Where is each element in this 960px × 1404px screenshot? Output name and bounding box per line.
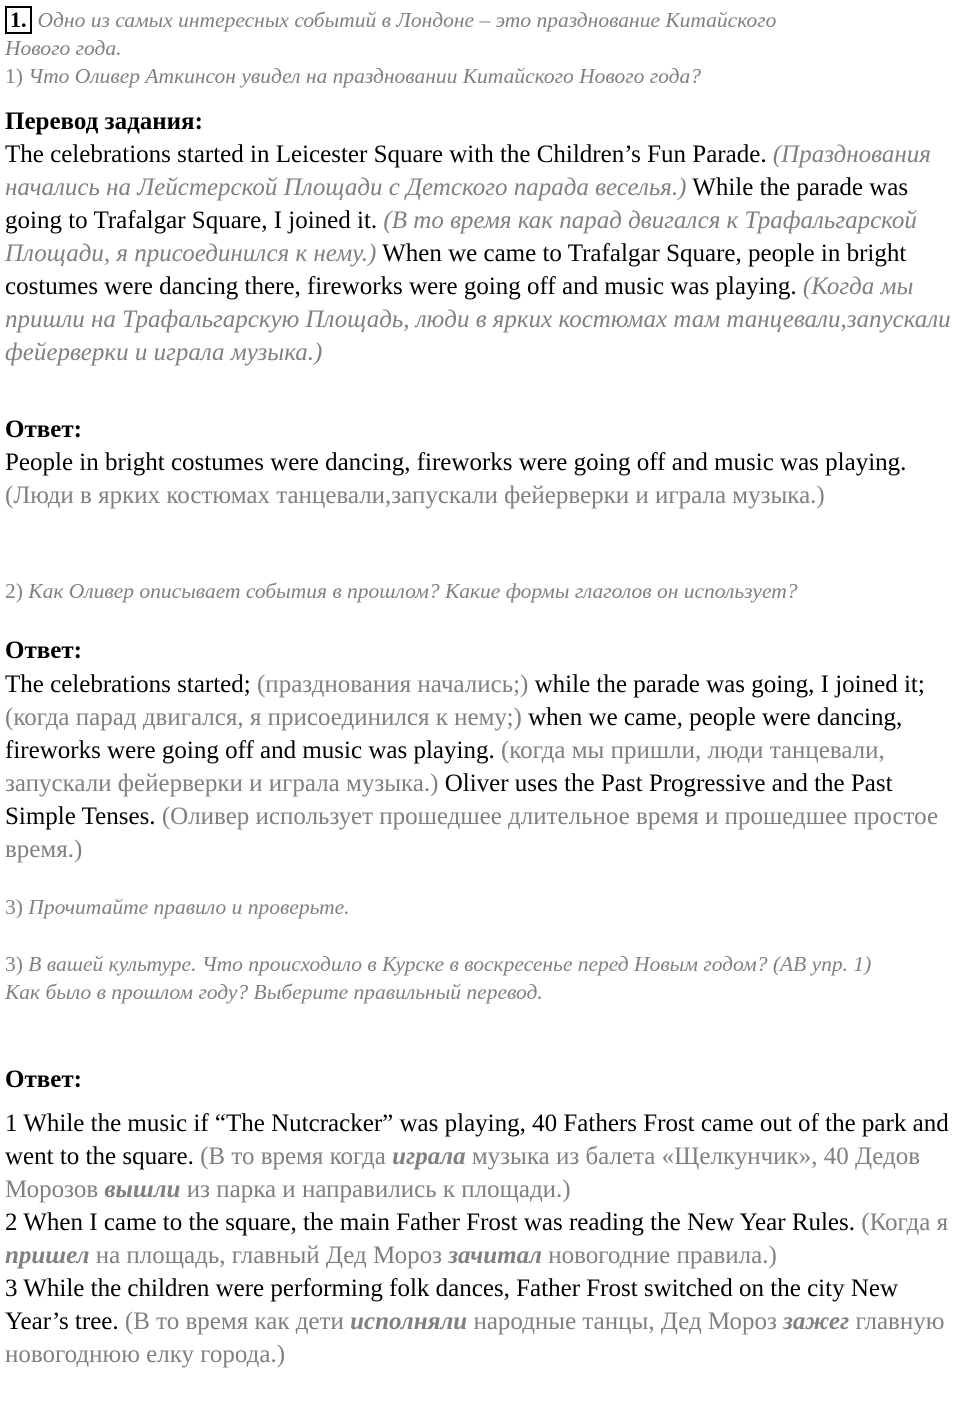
translation-s1-en: The celebrations started in Leicester Square with the Children’s Fun Parade. [5,141,767,168]
task-number-box: 1. [5,6,32,34]
question-3b [5,950,945,1006]
answer-3-item-3-ru-part: главную новогоднюю елку города.) [5,1308,945,1368]
answer-2-p4-ru: (Оливер использует прошедшее длительное время и прошедшее простое время.) [5,803,939,863]
answer-2-p3-ru: (когда мы пришли, люди танцевали, запускали фейерверки и играла музыка.) [5,737,885,797]
answer-3-item-1-verb: играла [392,1143,466,1170]
question-2-number: 2) [5,579,23,603]
task-intro-line1: Одно из самых интересных событий в Лондоне – это празднование Китайского [37,8,777,32]
answer-2-p2-en: while the parade was going, I joined it; [534,671,925,698]
answer-3-item-3-verb: исполняли [350,1308,468,1335]
answer-1-paragraph [5,446,960,512]
question-1-text: Что Оливер Аткинсон увидел на праздновании Китайского Нового года? [28,64,701,88]
answer-3-item-2-en: 2 When I came to the square, the main Father Frost was reading the New Year Rules. [5,1209,856,1236]
answer-3-item-3 [5,1272,960,1371]
translation-s2-ru: (В то время как парад двигался к Трафальгарской Площади, я присоединился к нему.) [5,207,917,267]
answer-3-item-2-ru-part: на площадь, главный Дед Мороз [95,1242,442,1269]
answer-3-item-3-en: 3 While the children were performing folk dances, Father Frost switched on the city New Year’s tree. [5,1275,899,1335]
answer-3-item-2-ru-part: новогодние правила.) [548,1242,777,1269]
answer-3-item-2-verb: зачитал [448,1242,542,1269]
translation-s1-ru: (Празднования начались на Лейстерской Площади с Детского парада веселья.) [5,141,931,201]
question-1-number: 1) [5,64,23,88]
translation-s3-ru: (Когда мы пришли на Трафальгарскую Площадь, люди в ярких костюмах там танцевали,запускали фейерверки и играла музыка.) [5,273,951,366]
question-3b-text2: Как было в прошлом году? Выберите правильный перевод. [5,980,543,1004]
answer-3-item-1-ru-part: музыка из балета «Щелкунчик», 40 Дедов Морозов [5,1143,921,1203]
answer-3-list [5,1107,960,1371]
question-3b-text: В вашей культуре. Что происходило в Курске в воскресенье перед Новым годом? (АВ упр. 1) [28,952,872,976]
answer-3-item-2 [5,1206,960,1272]
answer-2-p1-en: The celebrations started; [5,671,251,698]
answer-3-item-1-ru-part: (В то время когда [200,1143,386,1170]
translation-paragraph [5,138,960,369]
answer-1-ru: (Люди в ярких костюмах танцевали,запускали фейерверки и играла музыка.) [5,482,825,509]
question-2-text: Как Оливер описывает события в прошлом? Какие формы глаголов он использует? [28,579,798,603]
question-2 [5,577,945,605]
answer-1-en: People in bright costumes were dancing, fireworks were going off and music was playing. [5,449,907,476]
answer-3-item-3-ru-part: (В то время как дети [124,1308,344,1335]
task-intro [5,6,945,90]
answer-3-item-1-ru-part: из парка и направились к площади.) [186,1176,571,1203]
task-intro-line2: Нового года. [5,36,122,60]
question-3a [5,893,945,921]
answer-2-heading: Ответ: [5,637,82,664]
answer-3-item-1 [5,1107,960,1206]
answer-3-item-2-ru-part: (Когда я [861,1209,949,1236]
answer-3-item-1-verb: вышли [104,1176,181,1203]
answer-2-paragraph [5,668,960,866]
translation-s3-en: When we came to Trafalgar Square, people in bright costumes were dancing there, fireworks were going off and music was playing. [5,240,907,300]
question-3b-number: 3) [5,952,23,976]
answer-2-p3-en: when we came, people were dancing, fireworks were going off and music was playing. [5,704,903,764]
question-3a-text: Прочитайте правило и проверьте. [28,895,350,919]
answer-3-item-1-en: 1 While the music if “The Nutcracker” was playing, 40 Fathers Frost came out of the park and went to the square. [5,1110,949,1170]
answer-2-p2-ru: (когда парад двигался, я присоединился к нему;) [5,704,522,731]
question-3a-number: 3) [5,895,23,919]
translation-s2-en: While the parade was going to Trafalgar Square, I joined it. [5,174,909,234]
answer-3-item-3-verb: зажег [783,1308,850,1335]
answer-2-p1-ru: (празднования начались;) [256,671,529,698]
answer-3-item-3-ru-part: народные танцы, Дед Мороз [473,1308,777,1335]
translation-heading: Перевод задания: [5,108,203,135]
answer-1-heading: Ответ: [5,416,82,443]
answer-3-item-2-verb: пришел [5,1242,90,1269]
answer-3-heading: Ответ: [5,1066,82,1093]
answer-2-p4-en: Oliver uses the Past Progressive and the Past Simple Tenses. [5,770,893,830]
